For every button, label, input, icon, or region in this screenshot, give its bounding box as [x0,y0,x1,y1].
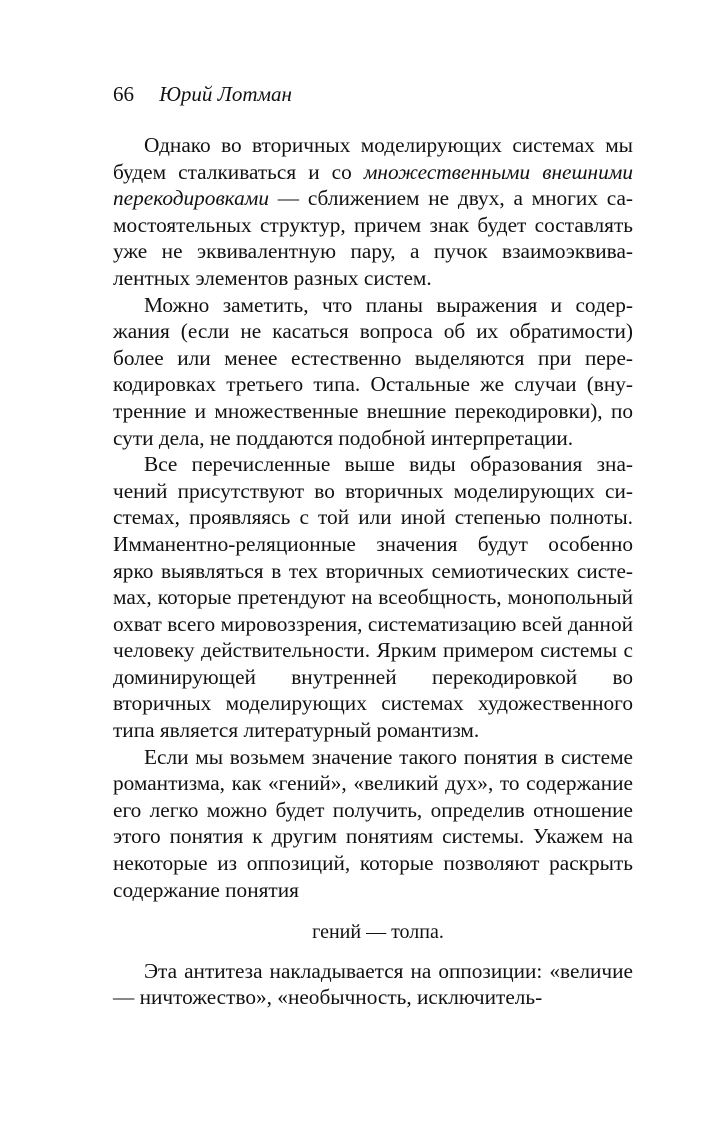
paragraph-1-start: Однако во вторичных моделирующих системах мы будем сталкиваться и со [113,133,633,184]
running-head-author: Юрий Лотман [159,82,292,106]
paragraph-1-emphasis: множественными внешними перекодировками [113,159,633,211]
paragraph-4: Если мы возьмем значение такого понятия в системе романтизма, как «гений», «великий дух», то содержание его легко можно будет получить, определив отношение этого понятия к другим понятиям системы. Укажем на некоторые из оппозиций, которые позволяют раскрыть содержание понятия [113,744,633,902]
page-number: 66 [113,82,134,106]
paragraph-1-end: — сближением не двух, а многих самостоятельных структур, причем знак будет составлять уже не эквивалентную пару, а пучок взаимоэквивалентных элементов разных систем. [113,186,633,290]
book-page [113,80,633,1011]
paragraph-3: Все перечисленные выше виды образования значений присутствуют во вторичных моделирующих системах, проявляясь с той или иной степенью полноты. Имманентно-реляционные значения будут особенно ярко выявляться в тех вторичных семиотических системах, которые претендуют на всеобщность, монопольный охват всего мировоззрения, систематизацию всей данной человеку действительности. Ярким примером системы с доминирующей внутренней перекодировкой во вторичных моделирующих системах художественного типа является литературный романтизм. [113,452,633,743]
body-text [113,132,633,1011]
paragraph-1 [113,132,633,292]
paragraph-2: Можно заметить, что планы выражения и содержания (если не касаться вопроса об их обратимости) более или менее естественно выделяются при перекодировках третьего типа. Остальные же случаи (внутренние и множественные внешние перекодировки), по сути дела, не поддаются подобной интерпретации. [113,292,633,450]
centered-formula: гений — толпа. [312,921,444,944]
running-header [113,80,633,108]
paragraph-5: Эта антитеза накладывается на оппозиции: «величие — ничтожество», «необычность, исключитель- [113,958,633,1010]
